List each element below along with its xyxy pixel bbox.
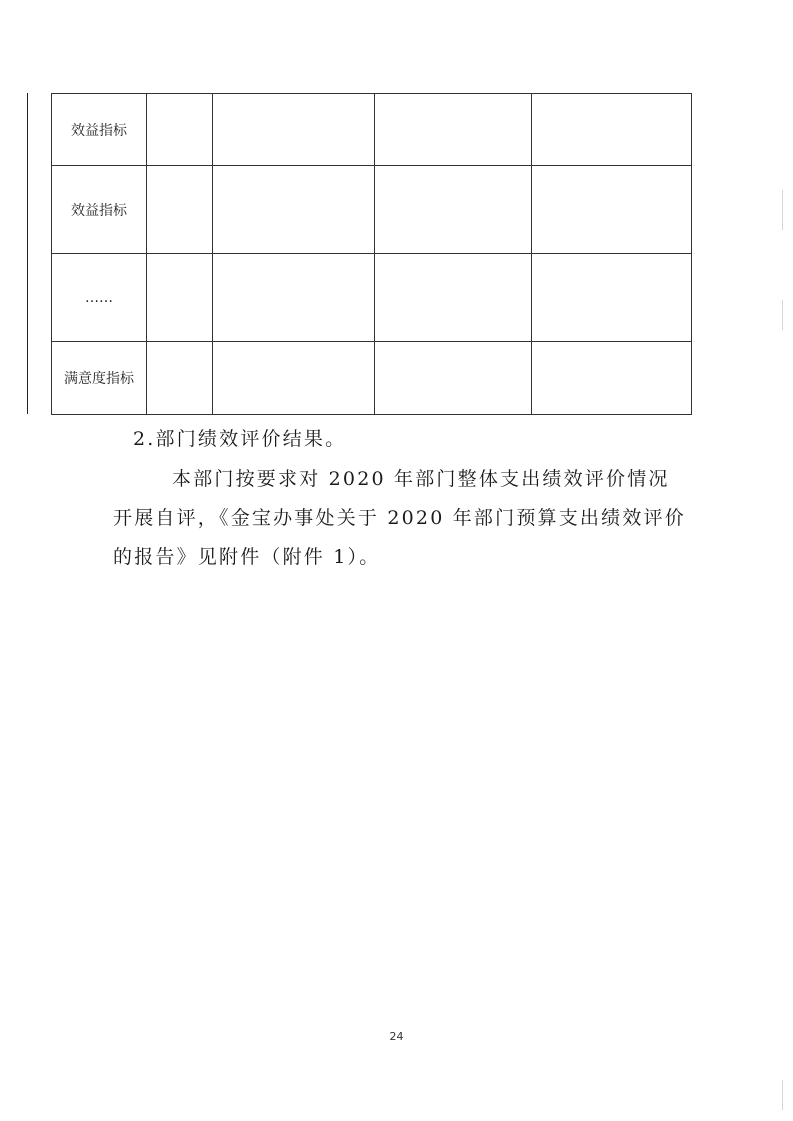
section-heading: 2.部门绩效评价结果。 <box>133 428 347 450</box>
table-cell <box>532 166 692 254</box>
paragraph-line: 开展自评，《金宝办事处关于 2020 年部门预算支出绩效评价 <box>113 507 686 529</box>
table-cell <box>532 254 692 342</box>
table-cell <box>213 166 375 254</box>
table-cell <box>375 254 532 342</box>
paragraph-line: 的报告》见附件（附件 1）。 <box>113 546 381 568</box>
table-cell <box>147 342 213 415</box>
table-cell <box>375 94 532 166</box>
table-cell <box>213 342 375 415</box>
table-cell <box>147 94 213 166</box>
table-cell <box>213 94 375 166</box>
row-label: …… <box>52 254 147 342</box>
table-cell <box>532 342 692 415</box>
table-cell <box>532 94 692 166</box>
table-row <box>52 342 692 415</box>
table-left-rule <box>27 93 28 414</box>
table-cell <box>147 254 213 342</box>
table-cell <box>375 342 532 415</box>
indicator-table <box>51 93 692 415</box>
table-row <box>52 166 692 254</box>
row-label: 效益指标 <box>52 94 147 166</box>
table-cell <box>375 166 532 254</box>
row-label: 效益指标 <box>52 166 147 254</box>
row-label: 满意度指标 <box>52 342 147 415</box>
table-row <box>52 94 692 166</box>
scan-artifact <box>782 300 783 330</box>
scan-artifact <box>782 1080 783 1110</box>
table-cell <box>147 166 213 254</box>
page-number: 24 <box>389 1030 404 1043</box>
table-row <box>52 254 692 342</box>
table-cell <box>213 254 375 342</box>
paragraph-line: 本部门按要求对 2020 年部门整体支出绩效评价情况 <box>172 468 670 490</box>
scan-artifact <box>782 190 783 230</box>
